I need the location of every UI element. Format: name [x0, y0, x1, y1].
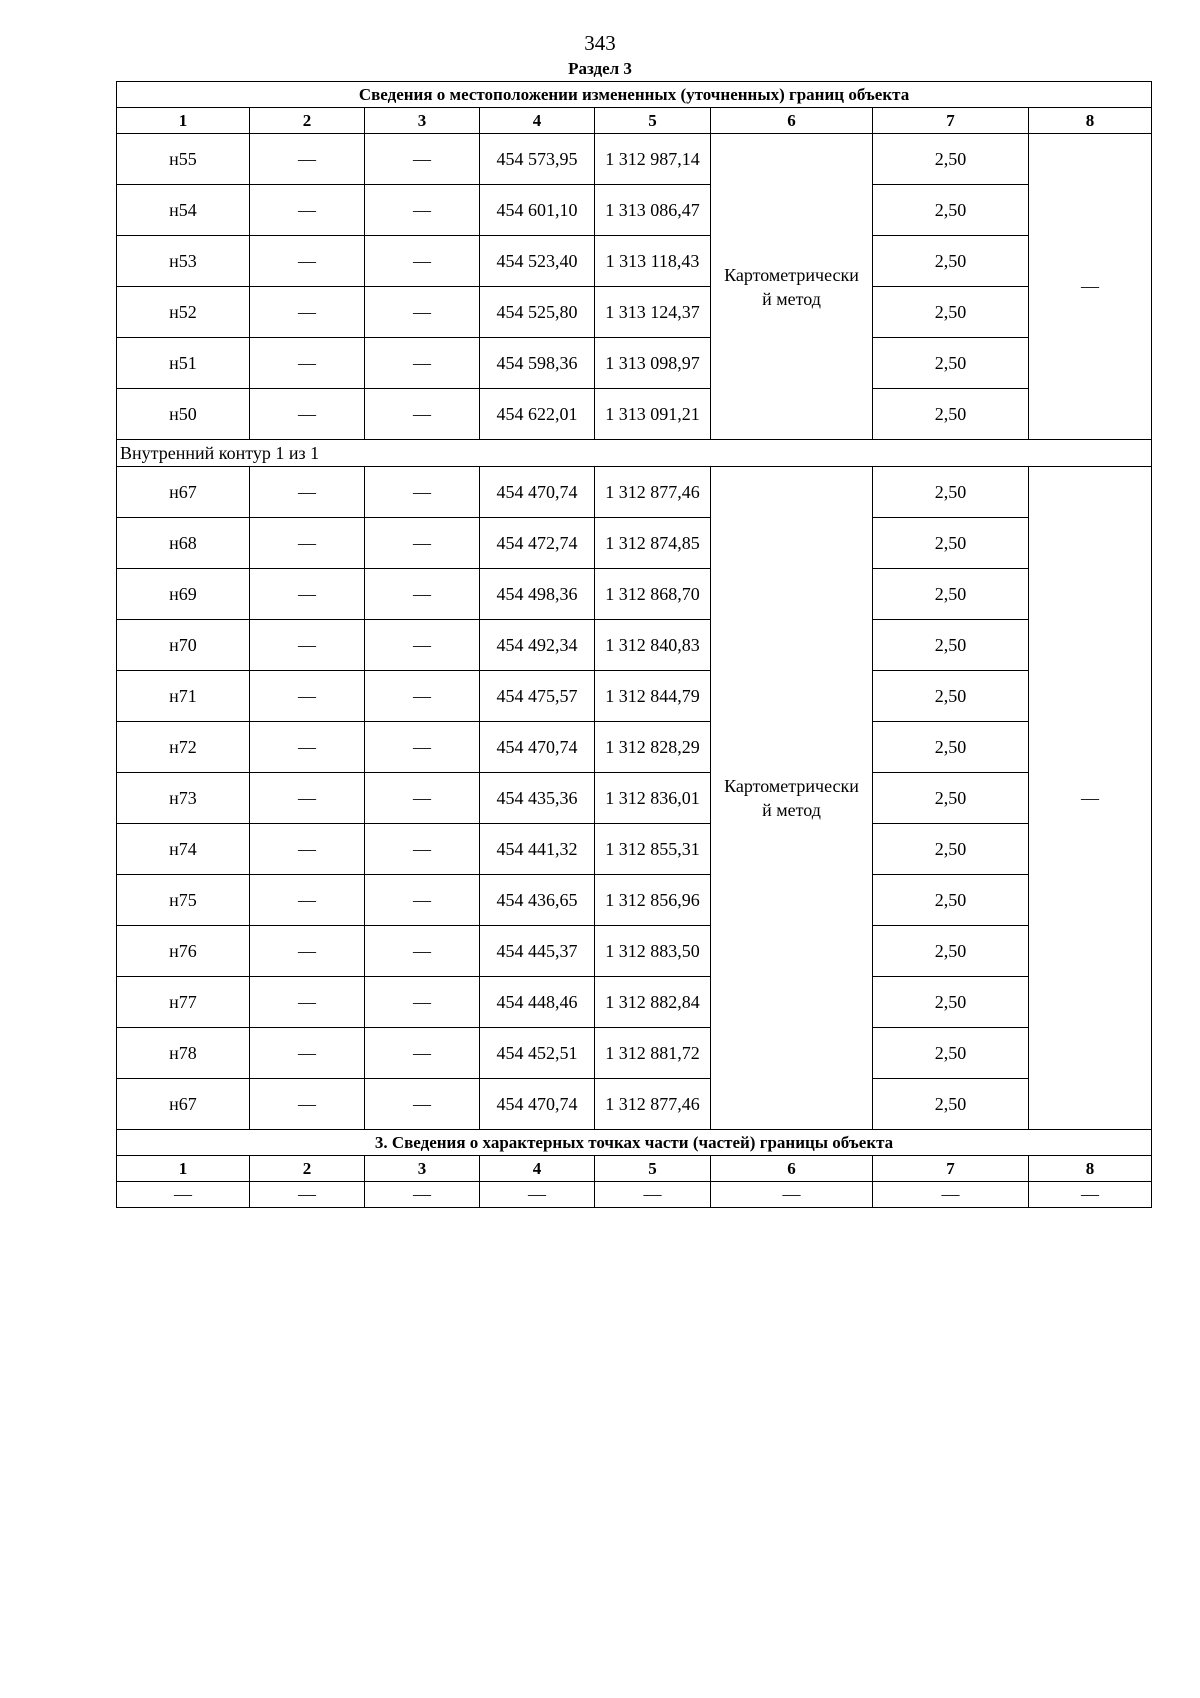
point-name: н67 — [117, 467, 250, 518]
point-name: н70 — [117, 620, 250, 671]
accuracy-value: 2,50 — [873, 722, 1029, 773]
col2-value: — — [250, 338, 365, 389]
col3-value: — — [365, 467, 480, 518]
method-text: Картометрически — [724, 264, 859, 285]
col3-value: — — [365, 620, 480, 671]
accuracy-value: 2,50 — [873, 875, 1029, 926]
col3-value: — — [365, 287, 480, 338]
column-number-row — [117, 108, 1152, 134]
method-text: й метод — [762, 800, 821, 820]
accuracy-value: 2,50 — [873, 671, 1029, 722]
column-number: 2 — [250, 1156, 365, 1182]
column-number: 8 — [1029, 108, 1152, 134]
col2-value: — — [250, 389, 365, 440]
column-number: 2 — [250, 108, 365, 134]
y-coordinate: 1 312 987,14 — [595, 134, 711, 185]
col3-value: — — [365, 338, 480, 389]
column-number: 3 — [365, 108, 480, 134]
method-cell — [711, 467, 873, 1130]
col8-value: — — [1029, 134, 1152, 440]
empty-value: — — [480, 1182, 595, 1208]
accuracy-value: 2,50 — [873, 824, 1029, 875]
x-coordinate: 454 523,40 — [480, 236, 595, 287]
accuracy-value: 2,50 — [873, 518, 1029, 569]
point-name: н68 — [117, 518, 250, 569]
y-coordinate: 1 312 874,85 — [595, 518, 711, 569]
col3-value: — — [365, 1079, 480, 1130]
col2-value: — — [250, 824, 365, 875]
point-name: н69 — [117, 569, 250, 620]
table-row — [117, 1079, 1152, 1130]
point-name: н73 — [117, 773, 250, 824]
table-row — [117, 236, 1152, 287]
col2-value: — — [250, 518, 365, 569]
method-cell — [711, 134, 873, 440]
accuracy-value: 2,50 — [873, 134, 1029, 185]
x-coordinate: 454 448,46 — [480, 977, 595, 1028]
table-row — [117, 773, 1152, 824]
point-name: н71 — [117, 671, 250, 722]
y-coordinate: 1 312 836,01 — [595, 773, 711, 824]
table-row — [117, 977, 1152, 1028]
y-coordinate: 1 313 091,21 — [595, 389, 711, 440]
point-name: н76 — [117, 926, 250, 977]
empty-value: — — [365, 1182, 480, 1208]
col2-value: — — [250, 875, 365, 926]
col3-value: — — [365, 569, 480, 620]
x-coordinate: 454 475,57 — [480, 671, 595, 722]
accuracy-value: 2,50 — [873, 773, 1029, 824]
y-coordinate: 1 313 098,97 — [595, 338, 711, 389]
page-number: 343 — [584, 31, 616, 55]
column-number: 1 — [117, 108, 250, 134]
column-number: 5 — [595, 1156, 711, 1182]
empty-value: — — [873, 1182, 1029, 1208]
table-row — [117, 671, 1152, 722]
y-coordinate: 1 312 840,83 — [595, 620, 711, 671]
x-coordinate: 454 492,34 — [480, 620, 595, 671]
col2-value: — — [250, 287, 365, 338]
col3-value: — — [365, 134, 480, 185]
x-coordinate: 454 435,36 — [480, 773, 595, 824]
point-name: н75 — [117, 875, 250, 926]
x-coordinate: 454 573,95 — [480, 134, 595, 185]
inner-contour-label: Внутренний контур 1 из 1 — [117, 440, 1152, 467]
col3-value: — — [365, 722, 480, 773]
column-number: 1 — [117, 1156, 250, 1182]
col8-value: — — [1029, 467, 1152, 1130]
point-name: н52 — [117, 287, 250, 338]
table2-title: 3. Сведения о характерных точках части (частей) границы объекта — [117, 1130, 1152, 1156]
column-number: 8 — [1029, 1156, 1152, 1182]
col3-value: — — [365, 824, 480, 875]
table2-row — [117, 1182, 1152, 1208]
table2-column-number-row — [117, 1156, 1152, 1182]
col2-value: — — [250, 1079, 365, 1130]
y-coordinate: 1 312 882,84 — [595, 977, 711, 1028]
col2-value: — — [250, 977, 365, 1028]
accuracy-value: 2,50 — [873, 620, 1029, 671]
table-row — [117, 875, 1152, 926]
method-text: Картометрически — [724, 776, 859, 796]
accuracy-value: 2,50 — [873, 1028, 1029, 1079]
col2-value: — — [250, 773, 365, 824]
col2-value: — — [250, 569, 365, 620]
col3-value: — — [365, 926, 480, 977]
point-name: н55 — [117, 134, 250, 185]
x-coordinate: 454 622,01 — [480, 389, 595, 440]
y-coordinate: 1 313 124,37 — [595, 287, 711, 338]
point-name: н72 — [117, 722, 250, 773]
y-coordinate: 1 313 086,47 — [595, 185, 711, 236]
col2-value: — — [250, 722, 365, 773]
col3-value: — — [365, 671, 480, 722]
x-coordinate: 454 598,36 — [480, 338, 595, 389]
point-name: н78 — [117, 1028, 250, 1079]
table-row — [117, 824, 1152, 875]
col2-value: — — [250, 236, 365, 287]
point-name: н51 — [117, 338, 250, 389]
y-coordinate: 1 312 828,29 — [595, 722, 711, 773]
x-coordinate: 454 470,74 — [480, 1079, 595, 1130]
column-number: 3 — [365, 1156, 480, 1182]
column-number: 4 — [480, 1156, 595, 1182]
point-name: н54 — [117, 185, 250, 236]
col2-value: — — [250, 467, 365, 518]
table-row — [117, 134, 1152, 185]
accuracy-value: 2,50 — [873, 389, 1029, 440]
section-title: Раздел 3 — [568, 59, 632, 78]
point-name: н77 — [117, 977, 250, 1028]
column-number: 6 — [711, 1156, 873, 1182]
col2-value: — — [250, 1028, 365, 1079]
accuracy-value: 2,50 — [873, 977, 1029, 1028]
y-coordinate: 1 312 881,72 — [595, 1028, 711, 1079]
y-coordinate: 1 312 856,96 — [595, 875, 711, 926]
x-coordinate: 454 436,65 — [480, 875, 595, 926]
column-number: 6 — [711, 108, 873, 134]
point-name: н53 — [117, 236, 250, 287]
col2-value: — — [250, 926, 365, 977]
accuracy-value: 2,50 — [873, 467, 1029, 518]
table-row — [117, 389, 1152, 440]
table-row — [117, 1028, 1152, 1079]
accuracy-value: 2,50 — [873, 1079, 1029, 1130]
x-coordinate: 454 525,80 — [480, 287, 595, 338]
empty-value: — — [117, 1182, 250, 1208]
y-coordinate: 1 312 868,70 — [595, 569, 711, 620]
boundary-table — [116, 81, 1152, 1208]
col3-value: — — [365, 236, 480, 287]
table-row — [117, 620, 1152, 671]
col3-value: — — [365, 1028, 480, 1079]
x-coordinate: 454 601,10 — [480, 185, 595, 236]
y-coordinate: 1 312 855,31 — [595, 824, 711, 875]
table-row — [117, 569, 1152, 620]
col3-value: — — [365, 389, 480, 440]
accuracy-value: 2,50 — [873, 926, 1029, 977]
col2-value: — — [250, 134, 365, 185]
x-coordinate: 454 452,51 — [480, 1028, 595, 1079]
x-coordinate: 454 472,74 — [480, 518, 595, 569]
accuracy-value: 2,50 — [873, 236, 1029, 287]
y-coordinate: 1 312 877,46 — [595, 467, 711, 518]
col2-value: — — [250, 620, 365, 671]
accuracy-value: 2,50 — [873, 185, 1029, 236]
col2-value: — — [250, 671, 365, 722]
table-title: Сведения о местоположении измененных (уточненных) границ объекта — [117, 82, 1152, 108]
y-coordinate: 1 313 118,43 — [595, 236, 711, 287]
table-row — [117, 287, 1152, 338]
col3-value: — — [365, 185, 480, 236]
table-row — [117, 185, 1152, 236]
point-name: н67 — [117, 1079, 250, 1130]
point-name: н74 — [117, 824, 250, 875]
col3-value: — — [365, 518, 480, 569]
table-row — [117, 338, 1152, 389]
col2-value: — — [250, 185, 365, 236]
table-title-row — [117, 82, 1152, 108]
table-row — [117, 518, 1152, 569]
table-row — [117, 722, 1152, 773]
x-coordinate: 454 441,32 — [480, 824, 595, 875]
col3-value: — — [365, 977, 480, 1028]
x-coordinate: 454 470,74 — [480, 467, 595, 518]
table-row — [117, 926, 1152, 977]
y-coordinate: 1 312 877,46 — [595, 1079, 711, 1130]
table-row — [117, 467, 1152, 518]
x-coordinate: 454 470,74 — [480, 722, 595, 773]
accuracy-value: 2,50 — [873, 287, 1029, 338]
column-number: 5 — [595, 108, 711, 134]
table2-title-row — [117, 1130, 1152, 1156]
y-coordinate: 1 312 883,50 — [595, 926, 711, 977]
empty-value: — — [250, 1182, 365, 1208]
x-coordinate: 454 498,36 — [480, 569, 595, 620]
accuracy-value: 2,50 — [873, 338, 1029, 389]
column-number: 4 — [480, 108, 595, 134]
column-number: 7 — [873, 108, 1029, 134]
col3-value: — — [365, 875, 480, 926]
empty-value: — — [595, 1182, 711, 1208]
accuracy-value: 2,50 — [873, 569, 1029, 620]
empty-value: — — [711, 1182, 873, 1208]
method-text: й метод — [762, 288, 821, 309]
y-coordinate: 1 312 844,79 — [595, 671, 711, 722]
x-coordinate: 454 445,37 — [480, 926, 595, 977]
empty-value: — — [1029, 1182, 1152, 1208]
inner-contour-row — [117, 440, 1152, 467]
point-name: н50 — [117, 389, 250, 440]
column-number: 7 — [873, 1156, 1029, 1182]
col3-value: — — [365, 773, 480, 824]
